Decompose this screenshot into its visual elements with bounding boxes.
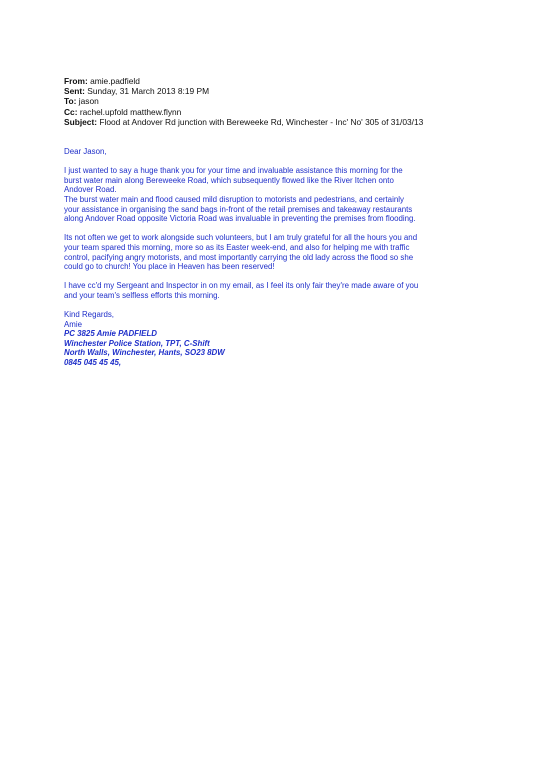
signature-line: PC 3825 Amie PADFIELD <box>64 329 157 339</box>
signature-block <box>64 329 504 367</box>
cc-row <box>64 107 504 117</box>
email-body <box>64 147 504 368</box>
paragraph-line: I just wanted to say a huge thank you for your time and invaluable assistance this morning for the <box>64 166 403 176</box>
sent-label: Sent: <box>64 86 85 97</box>
paragraph-line: control, pacifying angry motorists, and most importantly carrying the old lady across the flood so she <box>64 252 414 262</box>
paragraph-line: Its not often we get to work alongside such volunteers, but I am truly grateful for all the hours you and <box>64 233 418 243</box>
from-row <box>64 76 504 86</box>
paragraph-line: and your team's selfless efforts this morning. <box>64 290 220 300</box>
paragraph-line: Andover Road. <box>64 185 117 195</box>
sent-row <box>64 86 504 96</box>
from-label: From: <box>64 76 88 86</box>
paragraph-line: your assistance in organising the sand bags in-front of the retail premises and takeaway restaurants <box>64 204 413 214</box>
paragraph-2 <box>64 233 504 271</box>
paragraph-line: burst water main along Bereweeke Road, which subsequently flowed like the River Itchen onto <box>64 175 394 185</box>
paragraph-line: could go to church! You place in Heaven has been reserved! <box>64 262 275 272</box>
from-value: amie.padfield <box>90 76 140 86</box>
cc-label: Cc: <box>64 106 78 117</box>
paragraph-line: I have cc'd my Sergeant and Inspector in on my email, as I feel its only fair they're made aware of you <box>64 281 419 291</box>
paragraph-1 <box>64 166 504 224</box>
sender-name: Amie <box>64 319 82 329</box>
paragraph-line: along Andover Road opposite Victoria Road was invaluable in preventing the premises from flooding. <box>64 214 416 224</box>
subject-value: Flood at Andover Rd junction with Bereweeke Rd, Winchester - Inc' No' 305 of 31/03/13 <box>99 116 424 127</box>
to-value: jason <box>78 96 99 107</box>
email-header <box>64 76 504 127</box>
to-row <box>64 96 504 106</box>
subject-label: Subject: <box>64 116 98 127</box>
closing: Kind Regards, <box>64 310 115 320</box>
signature-line: 0845 045 45 45, <box>64 358 122 368</box>
paragraph-3 <box>64 281 504 300</box>
signature-line: North Walls, Winchester, Hants, SO23 8DW <box>64 348 225 358</box>
subject-row <box>64 117 504 127</box>
paragraph-line: your team spared this morning, more so as its Easter week-end, and also for helping me with traffic <box>64 242 410 252</box>
cc-value: rachel.upfold matthew.flynn <box>79 106 182 117</box>
paragraph-line: The burst water main and flood caused mild disruption to motorists and pedestrians, and certainly <box>64 194 404 204</box>
sent-value: Sunday, 31 March 2013 8:19 PM <box>87 86 210 97</box>
signature-line: Winchester Police Station, TPT, C-Shift <box>64 338 210 348</box>
to-label: To: <box>64 96 77 107</box>
greeting: Dear Jason, <box>64 147 107 156</box>
